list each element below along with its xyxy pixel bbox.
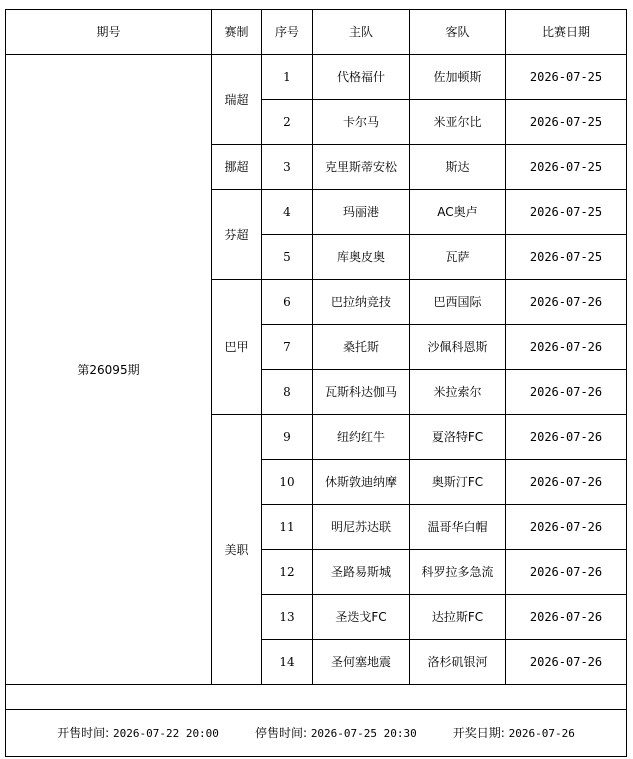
home-team-cell: 克里斯蒂安松 [313, 145, 410, 190]
league-cell-bajia: 巴甲 [212, 280, 262, 415]
seq-cell: 3 [262, 145, 313, 190]
header-league: 赛制 [212, 10, 262, 55]
sale-stop-label: 停售时间: [254, 725, 307, 740]
home-team-cell: 库奥皮奥 [313, 235, 410, 280]
match-date-cell: 2026-07-25 [506, 235, 627, 280]
away-team-cell: 佐加顿斯 [410, 55, 506, 100]
home-team-cell: 明尼苏达联 [313, 505, 410, 550]
home-team-cell: 圣何塞地震 [313, 640, 410, 685]
header-date: 比赛日期 [506, 10, 627, 55]
match-date-cell: 2026-07-26 [506, 595, 627, 640]
match-date-cell: 2026-07-25 [506, 190, 627, 235]
league-cell-ruichao: 瑞超 [212, 55, 262, 145]
header-away: 客队 [410, 10, 506, 55]
home-team-cell: 卡尔马 [313, 100, 410, 145]
away-team-cell: 米拉索尔 [410, 370, 506, 415]
sale-stop-info [255, 726, 417, 741]
home-team-cell: 玛丽港 [313, 190, 410, 235]
league-cell-nuochao: 挪超 [212, 145, 262, 190]
seq-cell: 5 [262, 235, 313, 280]
sale-start-info [57, 726, 219, 741]
league-cell-fenchao: 芬超 [212, 190, 262, 280]
table-row [6, 55, 627, 100]
away-team-cell: 巴西国际 [410, 280, 506, 325]
seq-cell: 13 [262, 595, 313, 640]
seq-cell: 8 [262, 370, 313, 415]
seq-cell: 10 [262, 460, 313, 505]
sale-info [6, 726, 626, 741]
home-team-cell: 圣路易斯城 [313, 550, 410, 595]
match-date-cell: 2026-07-25 [506, 55, 627, 100]
away-team-cell: 温哥华白帽 [410, 505, 506, 550]
header-issue: 期号 [6, 10, 212, 55]
away-team-cell: 米亚尔比 [410, 100, 506, 145]
seq-cell: 1 [262, 55, 313, 100]
seq-cell: 7 [262, 325, 313, 370]
spacer-cell [6, 685, 627, 710]
home-team-cell: 休斯敦迪纳摩 [313, 460, 410, 505]
match-date-cell: 2026-07-26 [506, 505, 627, 550]
home-team-cell: 代格福什 [313, 55, 410, 100]
home-team-cell: 瓦斯科达伽马 [313, 370, 410, 415]
away-team-cell: 沙佩科恩斯 [410, 325, 506, 370]
match-date-cell: 2026-07-25 [506, 100, 627, 145]
home-team-cell: 巴拉纳竞技 [313, 280, 410, 325]
seq-cell: 14 [262, 640, 313, 685]
seq-cell: 4 [262, 190, 313, 235]
away-team-cell: 瓦萨 [410, 235, 506, 280]
match-date-cell: 2026-07-25 [506, 145, 627, 190]
footer-cell [6, 710, 627, 757]
seq-cell: 12 [262, 550, 313, 595]
match-date-cell: 2026-07-26 [506, 415, 627, 460]
away-team-cell: 达拉斯FC [410, 595, 506, 640]
away-team-cell: 洛杉矶银河 [410, 640, 506, 685]
match-date-cell: 2026-07-26 [506, 460, 627, 505]
away-team-cell: 科罗拉多急流 [410, 550, 506, 595]
away-team-cell: 斯达 [410, 145, 506, 190]
match-date-cell: 2026-07-26 [506, 550, 627, 595]
footer-row [6, 710, 627, 757]
match-date-cell: 2026-07-26 [506, 640, 627, 685]
seq-cell: 6 [262, 280, 313, 325]
issue-cell: 第26095期 [6, 55, 212, 685]
header-seq: 序号 [262, 10, 313, 55]
seq-cell: 9 [262, 415, 313, 460]
draw-date-value: 2026-07-26 [508, 726, 575, 740]
match-schedule-table [5, 9, 627, 757]
sale-start-label: 开售时间: [57, 725, 110, 740]
away-team-cell: AC奥卢 [410, 190, 506, 235]
league-cell-meizhi: 美职 [212, 415, 262, 685]
draw-date-label: 开奖日期: [452, 725, 505, 740]
header-row [6, 10, 627, 55]
match-date-cell: 2026-07-26 [506, 325, 627, 370]
seq-cell: 2 [262, 100, 313, 145]
away-team-cell: 奥斯汀FC [410, 460, 506, 505]
draw-date-info [453, 726, 575, 741]
match-date-cell: 2026-07-26 [506, 370, 627, 415]
home-team-cell: 圣迭戈FC [313, 595, 410, 640]
seq-cell: 11 [262, 505, 313, 550]
schedule-container [5, 9, 626, 758]
home-team-cell: 纽约红牛 [313, 415, 410, 460]
home-team-cell: 桑托斯 [313, 325, 410, 370]
away-team-cell: 夏洛特FC [410, 415, 506, 460]
spacer-row [6, 685, 627, 710]
sale-start-value: 2026-07-22 20:00 [112, 726, 219, 740]
header-home: 主队 [313, 10, 410, 55]
sale-stop-value: 2026-07-25 20:30 [310, 726, 417, 740]
match-date-cell: 2026-07-26 [506, 280, 627, 325]
